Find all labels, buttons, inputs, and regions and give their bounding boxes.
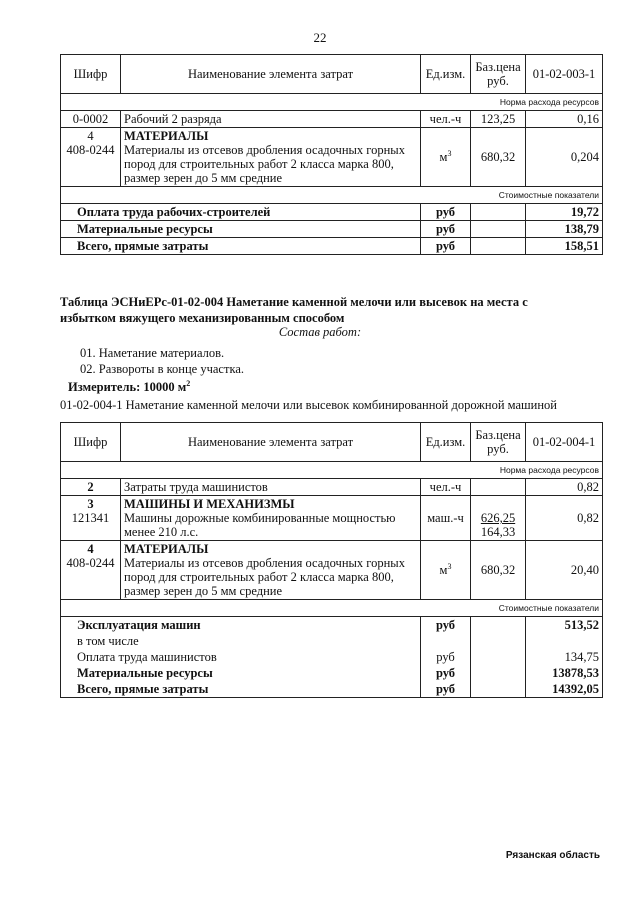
page-number: 22: [313, 30, 327, 45]
table-row: 4 408-0244 МАТЕРИАЛЫ Материалы из отсевов дробления осадочных горных пород для строительных работ 2 класса марка 800, размер зерен до 5 мм средние $м^3$ 680,32 20,40: [61, 541, 603, 600]
table-row: 4 408-0244 МАТЕРИАЛЫ Материалы из отсевов дробления осадочных горных пород для строительных работ 2 класса марка 800, размер зерен до 5 мм средние $м^3$ 680,32 0,204: [61, 128, 603, 187]
table-row: 0-0002 Рабочий 2 разряда чел.-ч 123,25 0,16: [61, 111, 603, 128]
norm-id: 01-02-003-1: [526, 55, 603, 94]
table-row: Материальные ресурсы руб 138,79: [61, 221, 603, 238]
work-item: 02. Развороты в конце участка.: [80, 362, 244, 376]
table-row: Материальные ресурсы руб 13878,53: [61, 665, 603, 681]
resource-table-1: [60, 54, 603, 255]
norm-id: 01-02-004-1: [526, 423, 603, 462]
col-code: Шифр: [61, 423, 121, 462]
table-row: Всего, прямые затраты руб 14392,05: [61, 681, 603, 698]
col-price: Баз.цена руб.: [471, 423, 526, 462]
table-row: в том числе: [61, 633, 603, 649]
cost-label: Стоимостные показатели: [61, 187, 603, 204]
norm-line: 01-02-004-1 Наметание каменной мелочи или высевок комбинированной дорожной машиной: [60, 398, 557, 412]
col-name: Наименование элемента затрат: [121, 423, 421, 462]
col-price: Баз.цена руб.: [471, 55, 526, 94]
work-item: 01. Наметание материалов.: [80, 346, 225, 360]
table-row: 2 Затраты труда машинистов чел.-ч 0,82: [61, 479, 603, 496]
footer-region: Рязанская область: [505, 850, 600, 861]
table-row: Эксплуатация машин руб 513,52: [61, 617, 603, 634]
section-title: Таблица ЭСНиЕРс-01-02-004 Наметание каменной мелочи или высевок на места с избытком вяжущего механизированным способом: [60, 295, 528, 325]
table-row: Всего, прямые затраты руб 158,51: [61, 238, 603, 255]
table-row: 3 121341 МАШИНЫ И МЕХАНИЗМЫ Машины дорожные комбинированные мощностью менее 210 л.с. маш.-ч 626,25 164,33 0,82: [61, 496, 603, 541]
col-unit: Ед.изм.: [421, 55, 471, 94]
measure: Измеритель: 10000 $м^2$: [68, 378, 191, 394]
table-row: Оплата труда машинистов руб 134,75: [61, 649, 603, 665]
norm-label: Норма расхода ресурсов: [61, 94, 603, 111]
cost-label: Стоимостные показатели: [61, 600, 603, 617]
resource-table-2: [60, 422, 603, 698]
norm-label: Норма расхода ресурсов: [61, 462, 603, 479]
col-name: Наименование элемента затрат: [121, 55, 421, 94]
col-unit: Ед.изм.: [421, 423, 471, 462]
composition-title: Состав работ:: [278, 325, 362, 339]
table-row: Оплата труда рабочих-строителей руб 19,72: [61, 204, 603, 221]
col-code: Шифр: [61, 55, 121, 94]
